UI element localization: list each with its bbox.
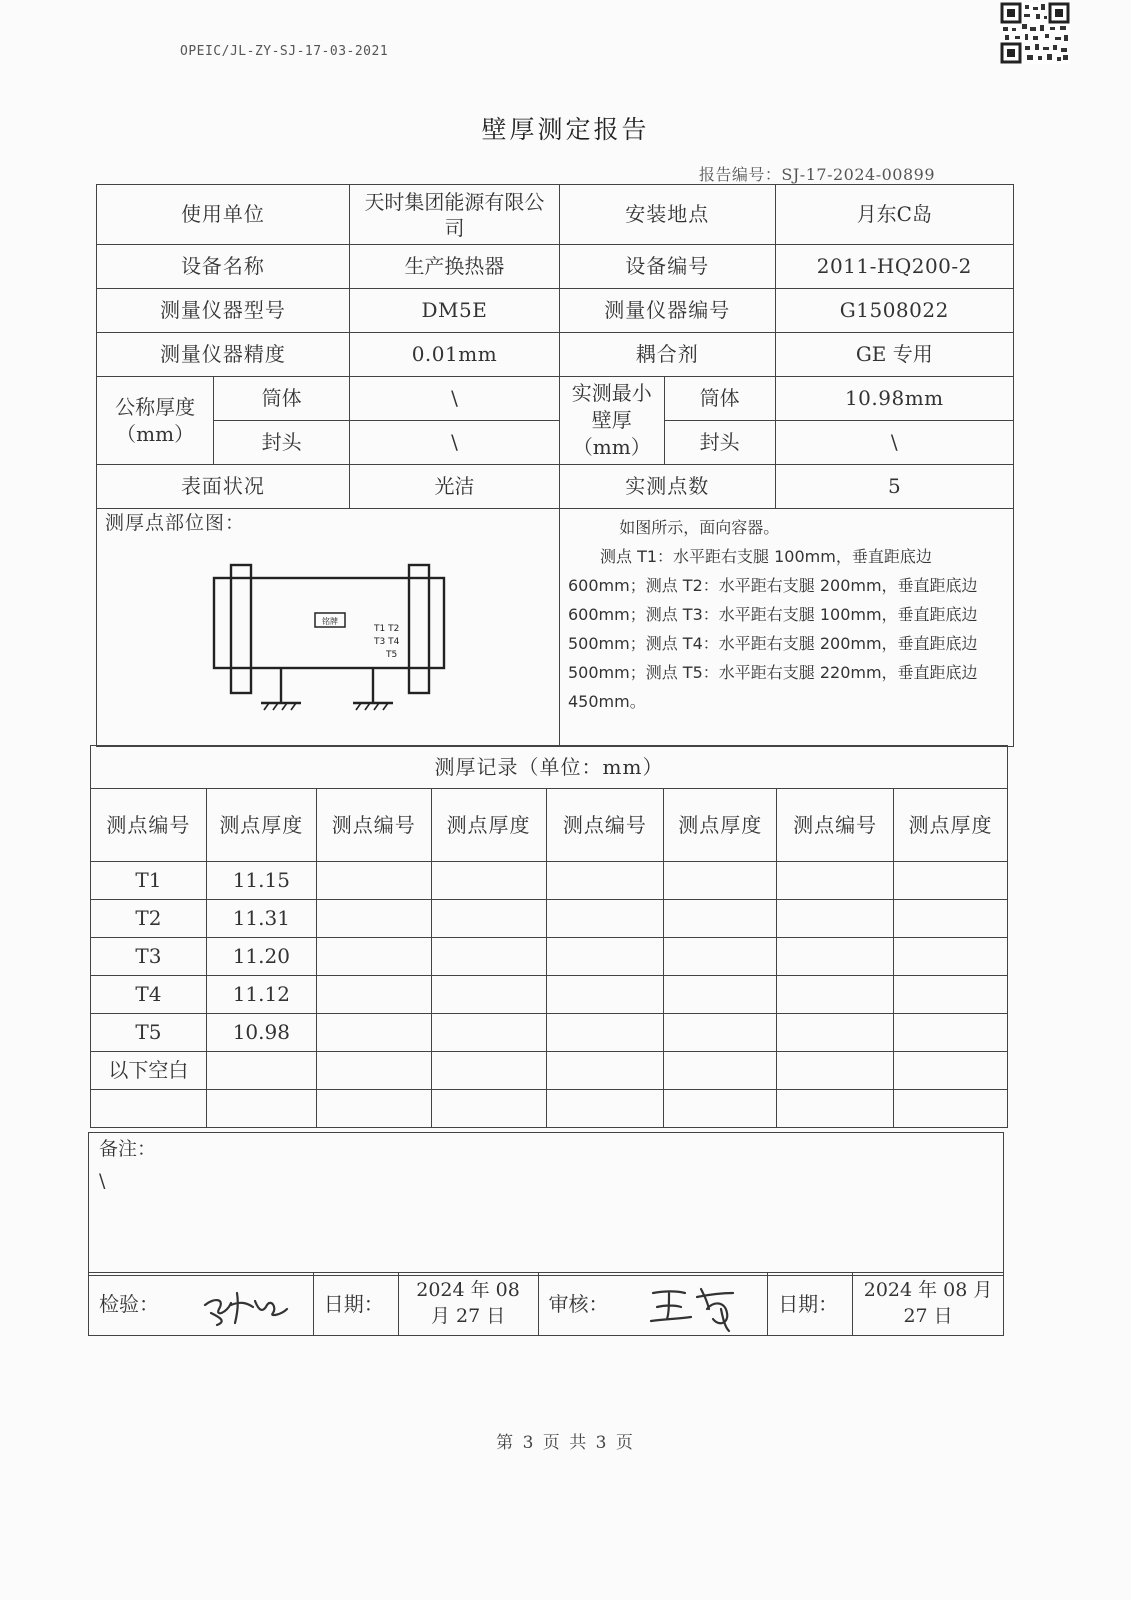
point-id-cell (777, 1090, 894, 1128)
left-flange (231, 565, 251, 693)
point-thickness-cell (894, 1014, 1008, 1052)
point-thickness-cell (894, 976, 1008, 1014)
document-code: OPEIC/JL-ZY-SJ-17-03-2021 (180, 44, 389, 59)
nominal-thickness-label: 公称厚度（mm） (97, 377, 214, 465)
reviewer-cell (538, 1273, 768, 1336)
description-intro: 如图所示，面向容器。 (619, 518, 780, 537)
points-count-value: 5 (775, 465, 1013, 509)
remark-cell (89, 1133, 1004, 1276)
instrument-model-value: DM5E (349, 289, 559, 333)
point-id-cell (777, 976, 894, 1014)
equipment-number-value: 2011-HQ200-2 (775, 245, 1013, 289)
point-id-cell: 以下空白 (91, 1052, 207, 1090)
point-thickness-cell (894, 938, 1008, 976)
point-thickness-cell (894, 1052, 1008, 1090)
remark-value: \ (99, 1169, 106, 1192)
table-row (91, 900, 1008, 938)
records-header-cell: 测点厚度 (431, 789, 546, 862)
point-thickness-cell (664, 1090, 777, 1128)
point-thickness-cell (431, 1052, 546, 1090)
nominal-shell-value: \ (349, 377, 559, 421)
min-head-label: 封头 (664, 421, 775, 465)
point-id-cell (91, 1090, 207, 1128)
point-thickness-cell: 10.98 (206, 1014, 316, 1052)
qr-code-icon (1000, 2, 1070, 64)
instrument-model-label: 测量仪器型号 (97, 289, 350, 333)
equipment-number-label: 设备编号 (560, 245, 776, 289)
table-row (91, 976, 1008, 1014)
point-thickness-cell (894, 1090, 1008, 1128)
table-row (91, 1014, 1008, 1052)
surface-value: 光洁 (349, 465, 559, 509)
point-id-cell (546, 1052, 664, 1090)
table-row (91, 1090, 1008, 1128)
point-id-cell (546, 1090, 664, 1128)
nameplate-label: 铭牌 (322, 616, 338, 626)
diagram-cell (97, 509, 560, 747)
records-header-cell: 测点编号 (777, 789, 894, 862)
point-id-cell (546, 938, 664, 976)
inspector-cell (89, 1273, 314, 1336)
thickness-records-table (90, 745, 1008, 1128)
reviewer-label: 审核： (548, 1291, 609, 1316)
point-thickness-cell: 11.15 (206, 862, 316, 900)
table-row (91, 862, 1008, 900)
point-id-cell (777, 900, 894, 938)
point-id-cell: T4 (91, 976, 207, 1014)
records-header-cell: 测点厚度 (894, 789, 1008, 862)
remark-table (88, 1132, 1004, 1276)
equipment-name-label: 设备名称 (97, 245, 350, 289)
point-id-cell (777, 1014, 894, 1052)
inspector-label: 检验： (99, 1291, 159, 1316)
point-id-cell (316, 1090, 431, 1128)
records-header-cell: 测点编号 (546, 789, 664, 862)
point-thickness-cell (664, 976, 777, 1014)
review-date-value: 2024 年 08 月 27 日 (853, 1273, 1004, 1336)
reviewer-signature-icon (647, 1279, 743, 1333)
point-id-cell (777, 938, 894, 976)
remark-label: 备注： (99, 1138, 157, 1160)
point-thickness-cell (664, 1014, 777, 1052)
instrument-number-value: G1508022 (775, 289, 1013, 333)
min-shell-value: 10.98mm (775, 377, 1013, 421)
point-thickness-cell (894, 900, 1008, 938)
point-id-cell (316, 1052, 431, 1090)
point-id-cell (777, 1052, 894, 1090)
point-id-cell (777, 862, 894, 900)
point-id-cell (316, 862, 431, 900)
point-id-cell: T1 (91, 862, 207, 900)
point-thickness-cell (431, 862, 546, 900)
unit-value: 天时集团能源有限公司 (349, 185, 559, 245)
nominal-shell-label: 筒体 (214, 377, 350, 421)
vessel-diagram (111, 543, 551, 723)
point-thickness-cell (664, 1052, 777, 1090)
point-id-cell (316, 1014, 431, 1052)
nominal-head-label: 封头 (214, 421, 350, 465)
point-thickness-cell (664, 900, 777, 938)
table-row (91, 938, 1008, 976)
nominal-head-value: \ (349, 421, 559, 465)
point-id-cell: T2 (91, 900, 207, 938)
description-points: 测点 T1：水平距右支腿 100mm，垂直距底边 600mm；测点 T2：水平距右支腿 200mm，垂直距底边 600mm；测点 T3：水平距右支腿 100mm，垂直距底边 500mm；测点 T4：水平距右支腿 200mm，垂直距底边 500mm；测点 T5：水平距右支腿 220mm，垂直距底边 450mm。 (568, 547, 978, 711)
equipment-name-value: 生产换热器 (349, 245, 559, 289)
point-thickness-cell (664, 938, 777, 976)
equipment-info-table (96, 184, 1014, 747)
inspect-date-value: 2024 年 08 月 27 日 (398, 1273, 538, 1336)
couplant-value: GE 专用 (775, 333, 1013, 377)
page-title: 壁厚测定报告 (481, 115, 650, 144)
point-thickness-cell (431, 1014, 546, 1052)
report-number: 报告编号：SJ-17-2024-00899 (698, 165, 935, 184)
records-header-cell: 测点编号 (316, 789, 431, 862)
unit-label: 使用单位 (97, 185, 350, 245)
point-thickness-cell (431, 900, 546, 938)
point-id-cell (546, 976, 664, 1014)
description-cell (560, 509, 1014, 747)
point-thickness-cell: 11.12 (206, 976, 316, 1014)
instrument-number-label: 测量仪器编号 (560, 289, 776, 333)
point-thickness-cell (664, 862, 777, 900)
records-header-cell: 测点厚度 (206, 789, 316, 862)
records-header-cell: 测点编号 (91, 789, 207, 862)
right-flange (409, 565, 429, 693)
points-count-label: 实测点数 (560, 465, 776, 509)
point-thickness-cell (431, 976, 546, 1014)
table-row (91, 1052, 1008, 1090)
point-thickness-cell (206, 1052, 316, 1090)
point-thickness-cell (206, 1090, 316, 1128)
point-thickness-cell: 11.31 (206, 900, 316, 938)
point-id-cell (546, 862, 664, 900)
couplant-label: 耦合剂 (560, 333, 776, 377)
min-shell-label: 筒体 (664, 377, 775, 421)
point-id-cell: T5 (91, 1014, 207, 1052)
point-thickness-cell (431, 938, 546, 976)
points-label-row1: T1 T2 (374, 623, 400, 634)
point-thickness-cell: 11.20 (206, 938, 316, 976)
point-thickness-cell (894, 862, 1008, 900)
point-thickness-cell (431, 1090, 546, 1128)
point-id-cell (316, 938, 431, 976)
records-caption: 测厚记录（单位：mm） (91, 746, 1008, 789)
signature-table (88, 1272, 1004, 1336)
points-label-row3: T5 (386, 649, 398, 660)
point-id-cell (546, 1014, 664, 1052)
point-id-cell (316, 900, 431, 938)
min-head-value: \ (775, 421, 1013, 465)
inspector-signature-icon (197, 1283, 297, 1327)
min-thickness-label: 实测最小壁厚（mm） (560, 377, 665, 465)
diagram-label: 测厚点部位图： (105, 512, 246, 534)
page-number: 第 3 页 共 3 页 (496, 1433, 635, 1453)
surface-label: 表面状况 (97, 465, 350, 509)
location-value: 月东C岛 (775, 185, 1013, 245)
precision-value: 0.01mm (349, 333, 559, 377)
inspect-date-label: 日期： (313, 1273, 398, 1336)
point-id-cell: T3 (91, 938, 207, 976)
location-label: 安装地点 (560, 185, 776, 245)
precision-label: 测量仪器精度 (97, 333, 350, 377)
review-date-label: 日期： (768, 1273, 853, 1336)
points-label-row2: T3 T4 (374, 636, 400, 647)
point-id-cell (316, 976, 431, 1014)
records-header-cell: 测点厚度 (664, 789, 777, 862)
point-id-cell (546, 900, 664, 938)
